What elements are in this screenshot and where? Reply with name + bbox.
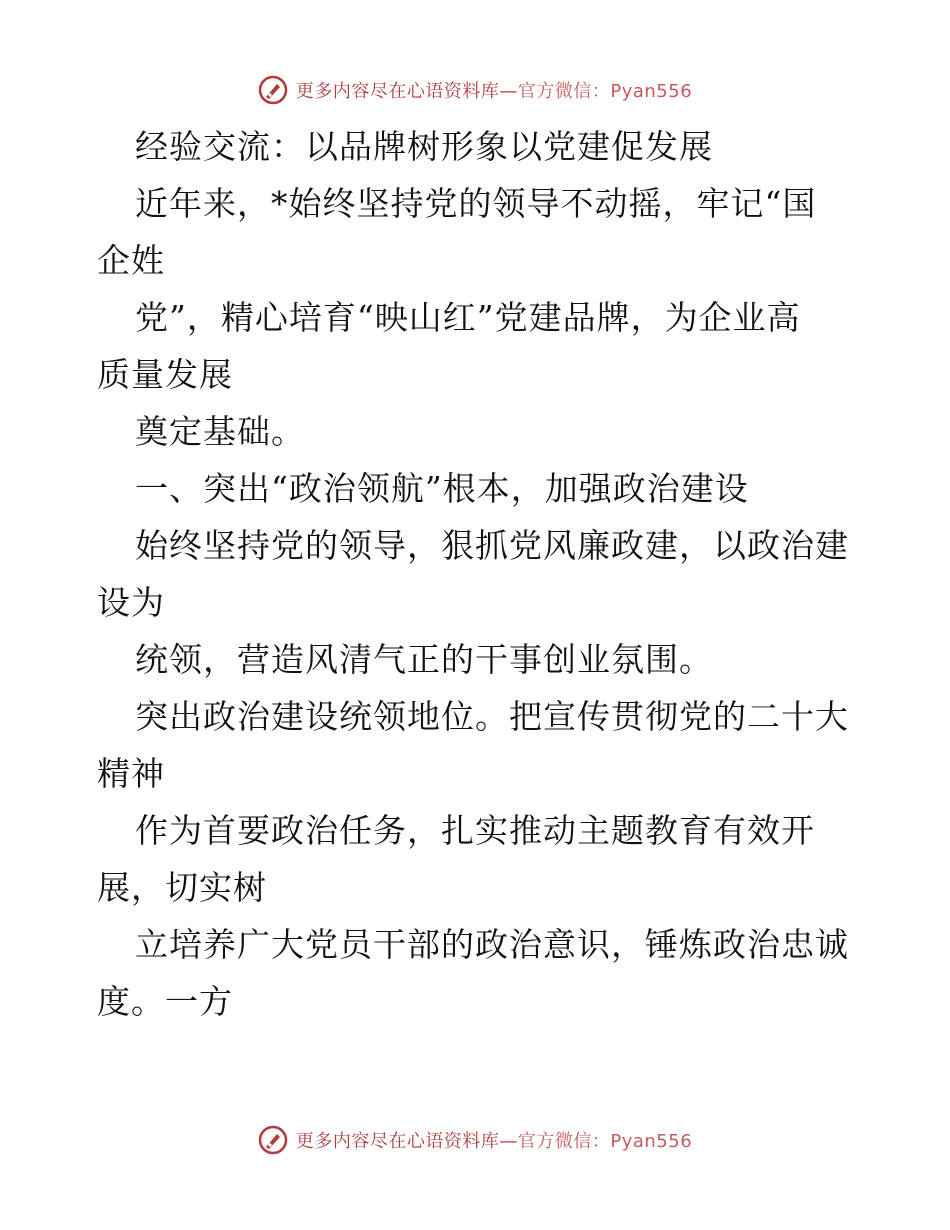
text-line: 始终坚持党的领导，狠抓党风廉政建，以政治建: [135, 526, 849, 565]
pen-nib-logo-icon: [258, 1125, 288, 1155]
footer-watermark: [0, 1120, 950, 1160]
text-line: 质量发展: [97, 355, 233, 394]
watermark-site: 更多内容尽在心语资料库: [295, 81, 500, 102]
text-line: 设为: [97, 583, 165, 622]
text-line: 奠定基础。: [135, 412, 305, 451]
text-line: 度。一方: [97, 982, 233, 1021]
text-line: 近年来，*始终坚持党的领导不动摇，牢记“国: [135, 184, 817, 223]
text-line: 党”，精心培育“映山红”党建品牌，为企业高: [135, 298, 801, 337]
watermark-separator: —: [499, 81, 518, 102]
text-line: 一、突出“政治领航”根本，加强政治建设: [135, 469, 749, 508]
watermark-wechat: 官方微信：Pyan556: [517, 81, 693, 102]
text-line: 统领，营造风清气正的干事创业氛围。: [135, 640, 713, 679]
watermark-wechat: 官方微信：Pyan556: [517, 1131, 693, 1152]
text-line: 展，切实树: [97, 868, 267, 907]
text-line: 立培养广大党员干部的政治意识，锤炼政治忠诚: [135, 925, 849, 964]
text-line: 突出政治建设统领地位。把宣传贯彻党的二十大: [135, 697, 849, 736]
watermark-separator: —: [499, 1131, 518, 1152]
text-line: 作为首要政治任务，扎实推动主题教育有效开: [135, 811, 815, 850]
text-line: 企姓: [97, 241, 165, 280]
text-line: 经验交流：以品牌树形象以党建促发展: [135, 127, 713, 166]
text-line: 精神: [97, 754, 165, 793]
watermark-site: 更多内容尽在心语资料库: [295, 1131, 500, 1152]
header-watermark: [0, 70, 950, 110]
document-body: [97, 118, 857, 1030]
pen-nib-logo-icon: [258, 75, 288, 105]
